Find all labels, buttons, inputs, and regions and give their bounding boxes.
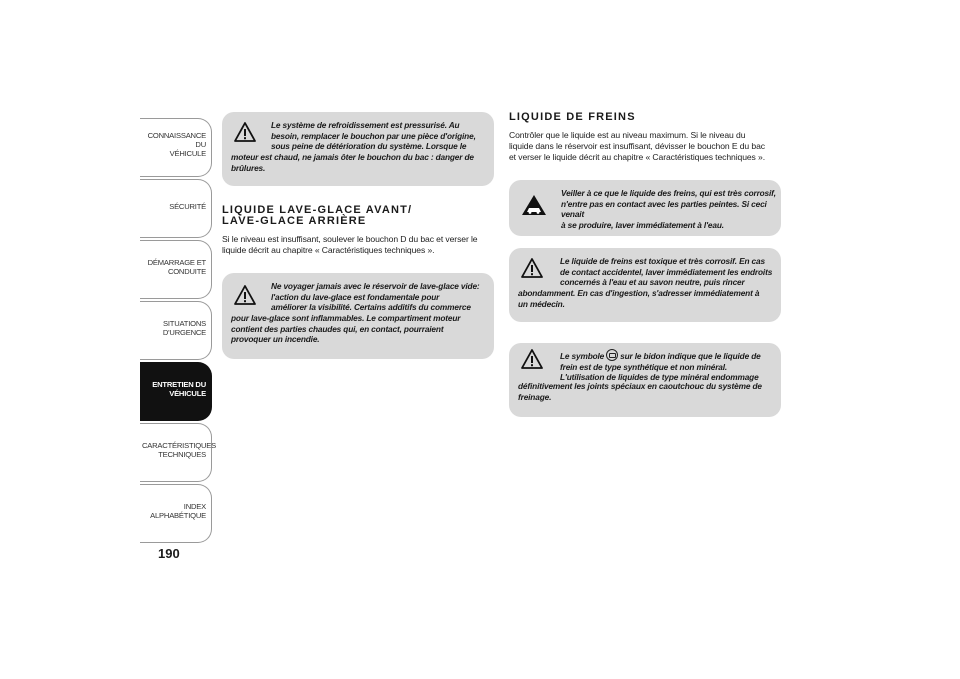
note-line: définitivement les joints spéciaux en caoutchouc du système de [518,381,762,391]
tab-label: DÉMARRAGE ET CONDUITE [147,258,206,276]
tab-label: CARACTÉRISTIQUES TECHNIQUES [142,441,217,459]
warning-note-cooling [222,112,494,186]
note-line: Le liquide de freins est toxique et très corrosif. En cas [560,256,765,266]
paragraph-freins: Contrôler que le liquide est au niveau maximum. Si le niveau du liquide dans le réservoir est insuffisant, dévisser le bouchon E du bac et verser le liquide décrit au chapitre « Caractéristiques techniques ». [509,130,766,162]
note-line: de contact accidentel, laver immédiatement les endroits [560,266,773,277]
note-line: améliorer la visibilité. Certains additifs du commerce [271,302,471,312]
tab-label: CONNAISSANCE DU VÉHICULE [147,131,206,158]
warning-note-lave-glace [222,273,494,359]
note-line: sous peine de détérioration du système. Lorsque le [271,141,467,151]
tab-label: INDEX ALPHABÉTIQUE [150,502,206,520]
note-line: n'entre pas en contact avec les parties peintes. Si ceci venait [561,198,767,219]
warning-triangle-icon [234,285,256,305]
car-paint-warning-icon [521,194,547,216]
warning-triangle-icon [521,258,543,278]
note-line: un médecin. [518,298,565,309]
tab-caracteristiques-techniques[interactable] [140,423,217,482]
note-line: Le système de refroidissement est pressurisé. Au [271,120,460,130]
brake-fluid-symbol-icon [606,349,618,361]
note-line: l'action du lave-glace est fondamentale pour [271,291,440,302]
note-line: à se produire, laver immédiatement à l'eau. [561,219,724,230]
warning-triangle-icon [234,122,256,142]
note-line: moteur est chaud, ne jamais ôter le bouchon du bac : danger de [231,152,474,162]
tab-demarrage-conduite[interactable] [140,240,212,299]
warning-triangle-icon [521,349,543,369]
tab-entretien-vehicule[interactable] [140,362,212,421]
note-line: abondamment. En cas d'ingestion, s'adresser immédiatement à [518,288,760,298]
note-line: besoin, remplacer le bouchon par une pièce d'origine, [271,130,476,141]
note-line: L'utilisation de liquides de type minéral endommage [560,372,759,382]
tab-connaissance-vehicule[interactable] [140,118,212,177]
note-line: concernés à l'eau et au savon neutre, puis rincer [560,277,745,287]
tab-securite[interactable] [140,179,212,238]
tab-label: ENTRETIEN DU VÉHICULE [152,380,206,398]
tab-label: SÉCURITÉ [169,202,206,211]
warning-note-toxic [509,248,781,322]
note-line: Ne voyager jamais avec le réservoir de lave-glace vide: [271,281,480,291]
note-line: brûlures. [231,162,266,173]
note-line: Le symbole sur le bidon indique que le liquide de [560,351,761,361]
tab-situations-urgence[interactable] [140,301,212,360]
caution-note-paint [509,180,781,236]
paragraph-lave-glace: Si le niveau est insuffisant, soulever le bouchon D du bac et verser le liquide décrit au chapitre « Caractéristiques techniques ». [222,234,478,255]
section-heading-lave-glace: LIQUIDE LAVE-GLACE AVANT/ LAVE-GLACE ARRIÈRE [222,204,413,227]
section-heading-freins: LIQUIDE DE FREINS [509,111,636,123]
page-number: 190 [158,546,180,561]
note-line: frein est de type synthétique et non minéral. [560,361,728,372]
note-line: freinage. [518,391,552,402]
note-line: provoquer un incendie. [231,334,320,344]
tab-index-alphabetique[interactable] [140,484,212,543]
tab-label: SITUATIONS D'URGENCE [162,319,206,337]
note-line: Veiller à ce que le liquide des freins, qui est très corrosif, [561,188,776,198]
note-line: pour lave-glace sont inflammables. Le compartiment moteur [231,313,461,323]
note-line: contient des parties chaudes qui, en contact, pourraient [231,323,444,334]
warning-note-synthetic [509,343,781,417]
